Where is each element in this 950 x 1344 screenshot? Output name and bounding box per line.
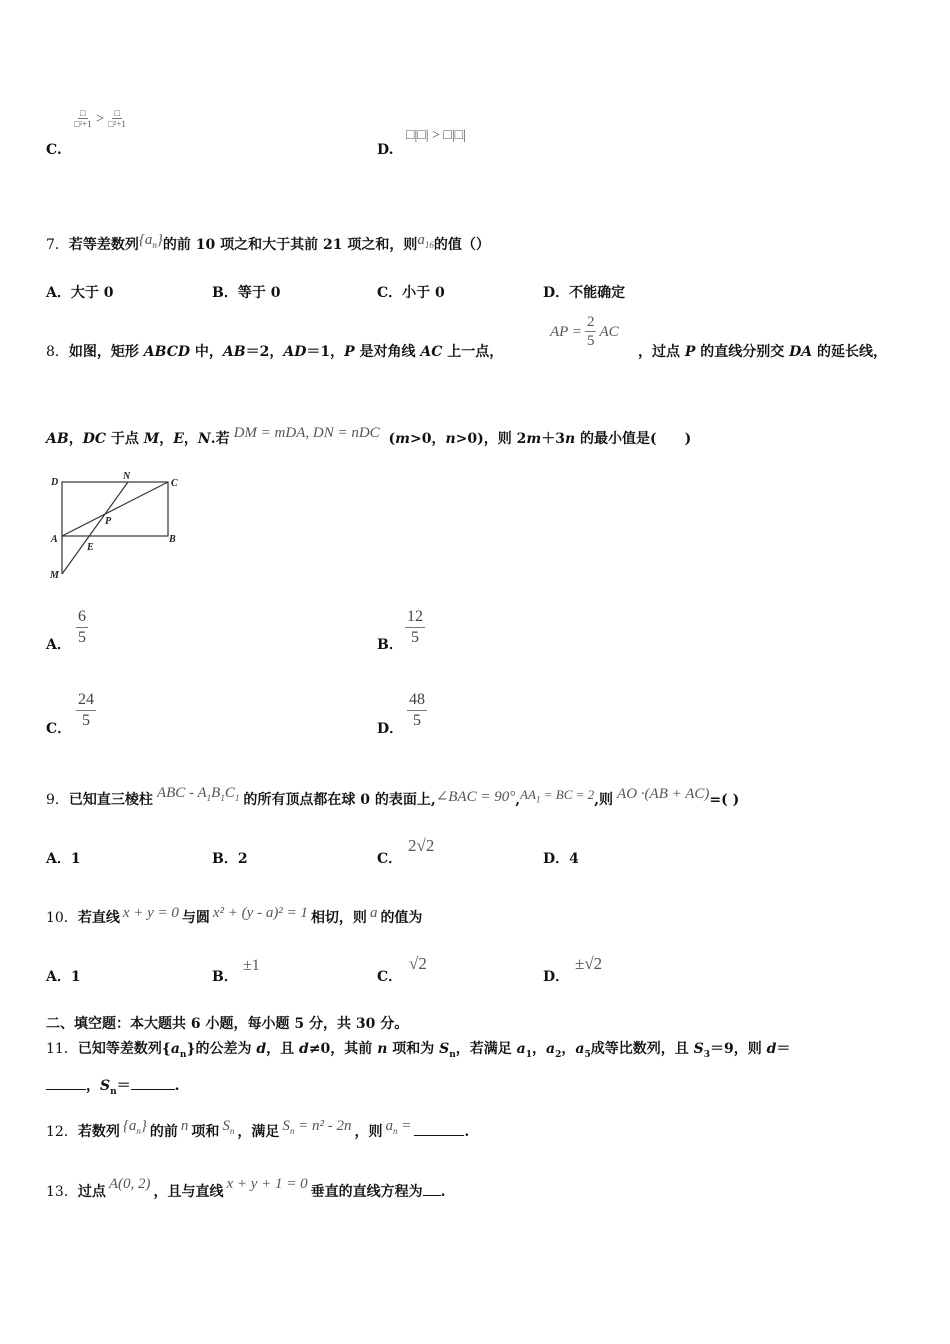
q6-c-lhs-den: □²+1 bbox=[74, 119, 92, 129]
q9-option-c-label: C． bbox=[377, 851, 403, 867]
q12-math-an: $\{a_n\}$ bbox=[122, 1118, 147, 1136]
q10-stem: 10．若直线 x + y = 0 与圆 x² + (y - a)² = 1 相切，则 a 的值为 bbox=[46, 905, 423, 926]
q9-option-a: A．1 bbox=[46, 851, 81, 867]
label-d: D bbox=[51, 477, 59, 488]
q8-number: 8． bbox=[46, 344, 69, 360]
q11-answer-blank-sn[interactable] bbox=[131, 1077, 175, 1090]
label-c: C bbox=[171, 478, 178, 489]
q7-text: 的前 10 项之和大于其前 21 项之和，则 bbox=[162, 237, 418, 253]
label-a: A bbox=[51, 534, 58, 545]
q11-stem-line1: 11．已知等差数列$\{a_n\}$的公差为 d，且 d≠0，其前 n 项和为 $S_n$，若满足 $a_1$，$a_2$，$a_5$成等比数列，且 $S_3=9$，则 d＝ bbox=[46, 1041, 791, 1060]
q8-option-a-label: A． bbox=[46, 637, 71, 653]
label-m: M bbox=[50, 570, 59, 581]
q8-option-a-fraction: $\frac{6}{5}$ bbox=[78, 608, 86, 646]
label-b: B bbox=[169, 534, 176, 545]
q8-option-d-label: D． bbox=[377, 721, 404, 737]
q12-math-sn: $S_n$ bbox=[222, 1118, 235, 1136]
label-n: N bbox=[123, 471, 131, 482]
section-2-heading: 二、填空题：本大题共 6 小题，每小题 5 分，共 30 分。 bbox=[46, 1016, 409, 1032]
q12-math-formula: $S_n = n^2 - 2n$ bbox=[282, 1118, 352, 1136]
q6-option-c-label: C. bbox=[46, 142, 62, 158]
q8-option-b-label: B． bbox=[377, 637, 403, 653]
diagonal-ac bbox=[62, 482, 168, 536]
q9-stem: 9．已知直三棱柱 ABC - $A_1B_1C_1$ 的所有顶点都在球 0 的表面上,∠BAC = $90^\circ,AA_1$ = BC = 2,则 AO ·(AB + AC)=( ) bbox=[46, 785, 740, 808]
q10-option-a: A．1 bbox=[46, 969, 81, 985]
q7-option-a: A．大于 0 bbox=[46, 285, 114, 301]
q12-math-n: n bbox=[180, 1118, 189, 1134]
q7-option-d: D．不能确定 bbox=[543, 285, 626, 301]
q11-answer-blank-d[interactable] bbox=[46, 1077, 86, 1090]
q8-option-b-fraction: $\frac{12}{5}$ bbox=[407, 608, 423, 646]
q7-stem bbox=[46, 234, 490, 255]
q8-ap-rhs: AC bbox=[599, 323, 619, 340]
q6-c-rhs-fraction bbox=[108, 108, 126, 130]
q9-math-dot-product: AO ·(AB + AC) bbox=[617, 786, 710, 802]
q12-number: 12． bbox=[46, 1124, 78, 1140]
q7-text: 的值（） bbox=[433, 237, 490, 253]
q7-number: 7． bbox=[46, 237, 69, 253]
q8-ap-lhs: AP = bbox=[550, 323, 582, 340]
q8-rectangle-figure bbox=[44, 470, 194, 582]
label-e: E bbox=[87, 542, 94, 553]
q11-number: 11． bbox=[46, 1041, 78, 1057]
q12-stem: 12．若数列 $\{a_n\}$ 的前 n 项和 $S_n$ ，满足 $S_n = n^2 - 2n$ ，则 $a_n$ = . bbox=[46, 1118, 470, 1140]
q13-stem: 13．过点 A(0, 2) ，且与直线 x + y + 1 = 0 垂直的直线方程为 . bbox=[46, 1176, 446, 1200]
q10-option-c-label: C． bbox=[377, 969, 403, 985]
label-p: P bbox=[105, 516, 112, 527]
q8-option-c-label: C． bbox=[46, 721, 72, 737]
q10-option-c-value: √2 bbox=[409, 954, 427, 973]
q8-math-dm-dn: DM = mDA, DN = nDC bbox=[233, 425, 380, 441]
q9-option-c-value: 2√2 bbox=[408, 836, 435, 855]
q10-option-d-label: D． bbox=[543, 969, 570, 985]
q9-number: 9． bbox=[46, 792, 69, 808]
q6-c-lhs-num: □ bbox=[80, 108, 86, 118]
q8-ap-fraction: $\frac{2}{5}$ bbox=[586, 314, 595, 349]
q13-math-line: x + y + 1 = 0 bbox=[226, 1176, 308, 1192]
q8-stem-line1: 8．如图，矩形 ABCD 中，AB＝2，AD＝1，P 是对角线 AC 上一点， bbox=[46, 344, 504, 360]
q9-option-d: D．4 bbox=[543, 851, 579, 867]
q9-math-angle: ∠BAC = 90° bbox=[435, 789, 516, 805]
q10-option-d-value: ±√2 bbox=[575, 954, 603, 973]
q7-option-c: C．小于 0 bbox=[377, 285, 445, 301]
q6-c-lhs-fraction bbox=[74, 108, 92, 130]
q7-text: 若等差数列 bbox=[68, 237, 139, 253]
q13-answer-blank[interactable] bbox=[423, 1183, 441, 1196]
q10-option-b-label: B． bbox=[212, 969, 238, 985]
q6-option-d-label: D. bbox=[377, 142, 394, 158]
q8-option-d-fraction: $\frac{48}{5}$ bbox=[409, 691, 425, 729]
q9-math-lengths: $AA_1$ = BC = 2 bbox=[520, 787, 595, 805]
q6-option-d-expression: □|□| > □|□| bbox=[406, 128, 466, 143]
q12-answer-blank[interactable] bbox=[414, 1123, 464, 1136]
q11-stem-line2: ，$S_n=$ . bbox=[46, 1075, 180, 1097]
q7-math-an: $\{a_n\}$ bbox=[138, 232, 163, 250]
q8-stem-line2: AB，DC 于点 M，E，N.若 DM = mDA, DN = nDC (m>0，n>0)，则 2m＋3n 的最小值是( ) bbox=[46, 425, 692, 447]
q6-option-c-expression bbox=[74, 108, 126, 130]
q12-math-an-eq: $a_n$ = bbox=[385, 1118, 412, 1136]
q10-math-a: a bbox=[369, 905, 378, 921]
q10-option-b-value: ±1 bbox=[243, 957, 260, 974]
q7-option-b: B．等于 0 bbox=[212, 285, 281, 301]
q13-number: 13． bbox=[46, 1184, 78, 1200]
q10-number: 10． bbox=[46, 910, 78, 926]
q9-math-prism: ABC - $A_1B_1C_1$ bbox=[156, 785, 240, 803]
q13-math-point: A(0, 2) bbox=[108, 1176, 151, 1192]
q7-math-a16: $a_{16}$ bbox=[417, 232, 434, 250]
q10-math-line: x + y = 0 bbox=[122, 905, 179, 921]
q8-option-c-fraction: $\frac{24}{5}$ bbox=[78, 691, 94, 729]
q8-math-ap bbox=[550, 314, 619, 350]
q6-c-operator: > bbox=[95, 110, 105, 127]
line-mn bbox=[62, 482, 128, 574]
q9-option-b: B．2 bbox=[212, 851, 248, 867]
q6-c-rhs-num: □ bbox=[114, 108, 120, 118]
q6-c-rhs-den: □²+1 bbox=[108, 119, 126, 129]
q10-math-circle: x² + (y - a)² = 1 bbox=[212, 905, 308, 921]
q8-stem-line1-tail: ，过点 P 的直线分别交 DA 的延长线， bbox=[638, 344, 888, 360]
